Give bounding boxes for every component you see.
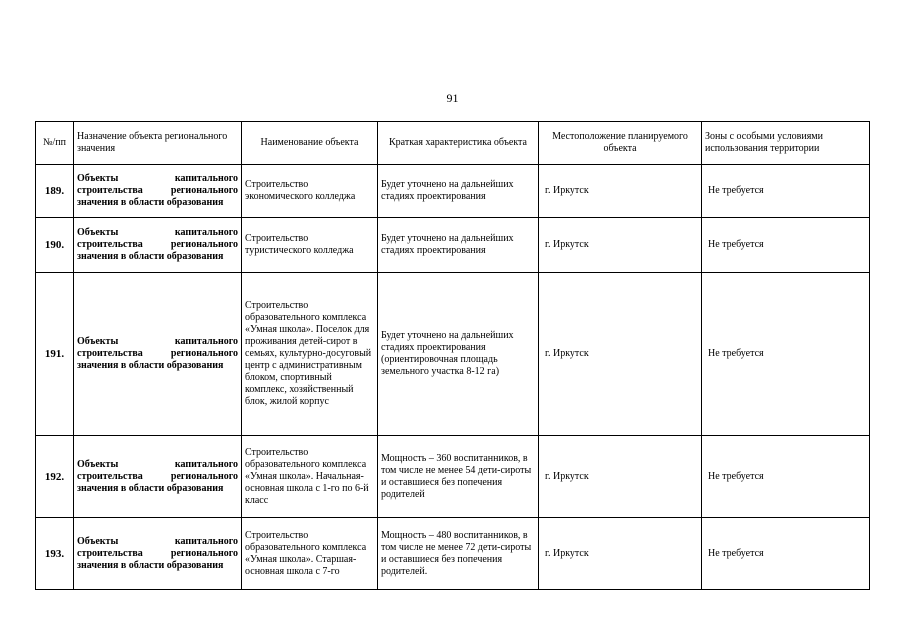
- row-location: г. Иркутск: [539, 218, 702, 273]
- header-number: №/пп: [36, 122, 74, 165]
- row-description: Мощность – 360 воспитанников, в том числе не менее 54 дети-сироты и оставшиеся без попечения родителей: [378, 436, 539, 518]
- row-description: Мощность – 480 воспитанников, в том числе не менее 72 дети-сироты и оставшиеся без попечения родителей.: [378, 518, 539, 590]
- row-zones: Не требуется: [702, 273, 870, 436]
- row-purpose: Объекты капитального строительства регионального значения в области образования: [74, 518, 242, 590]
- row-name: Строительство туристического колледжа: [242, 218, 378, 273]
- row-purpose: Объекты капитального строительства регионального значения в области образования: [74, 218, 242, 273]
- row-location: г. Иркутск: [539, 518, 702, 590]
- row-description: Будет уточнено на дальнейших стадиях проектирования: [378, 218, 539, 273]
- row-number: 192.: [36, 436, 74, 518]
- regional-objects-table: [35, 121, 870, 590]
- row-location: г. Иркутск: [539, 165, 702, 218]
- row-number: 189.: [36, 165, 74, 218]
- row-location: г. Иркутск: [539, 273, 702, 436]
- row-number: 193.: [36, 518, 74, 590]
- table-row: [36, 273, 870, 436]
- row-zones: Не требуется: [702, 518, 870, 590]
- row-description: Будет уточнено на дальнейших стадиях проектирования (ориентировочная площадь земельного участка 8-12 га): [378, 273, 539, 436]
- row-zones: Не требуется: [702, 218, 870, 273]
- header-zones: Зоны с особыми условиями использования территории: [702, 122, 870, 165]
- table-row: [36, 518, 870, 590]
- header-purpose: Назначение объекта регионального значения: [74, 122, 242, 165]
- table-row: [36, 218, 870, 273]
- row-location: г. Иркутск: [539, 436, 702, 518]
- row-purpose: Объекты капитального строительства регионального значения в области образования: [74, 273, 242, 436]
- header-location: Местоположение планируемого объекта: [539, 122, 702, 165]
- row-purpose: Объекты капитального строительства регионального значения в области образования: [74, 436, 242, 518]
- table-row: [36, 165, 870, 218]
- row-name: Строительство образовательного комплекса «Умная школа». Поселок для проживания детей-сирот в семьях, культурно-досуговый центр с административным блоком, спортивный комплекс, хозяйственный блок, жилой корпус: [242, 273, 378, 436]
- row-number: 191.: [36, 273, 74, 436]
- row-number: 190.: [36, 218, 74, 273]
- table-row: [36, 436, 870, 518]
- row-name: Строительство образовательного комплекса «Умная школа». Старшая-основная школа с 7-го: [242, 518, 378, 590]
- row-name: Строительство образовательного комплекса «Умная школа». Начальная-основная школа с 1-го по 6-й класс: [242, 436, 378, 518]
- row-zones: Не требуется: [702, 165, 870, 218]
- row-purpose: Объекты капитального строительства регионального значения в области образования: [74, 165, 242, 218]
- row-name: Строительство экономического колледжа: [242, 165, 378, 218]
- row-zones: Не требуется: [702, 436, 870, 518]
- header-description: Краткая характеристика объекта: [378, 122, 539, 165]
- page-number: 91: [446, 91, 459, 105]
- header-name: Наименование объекта: [242, 122, 378, 165]
- table-header-row: [36, 122, 870, 165]
- row-description: Будет уточнено на дальнейших стадиях проектирования: [378, 165, 539, 218]
